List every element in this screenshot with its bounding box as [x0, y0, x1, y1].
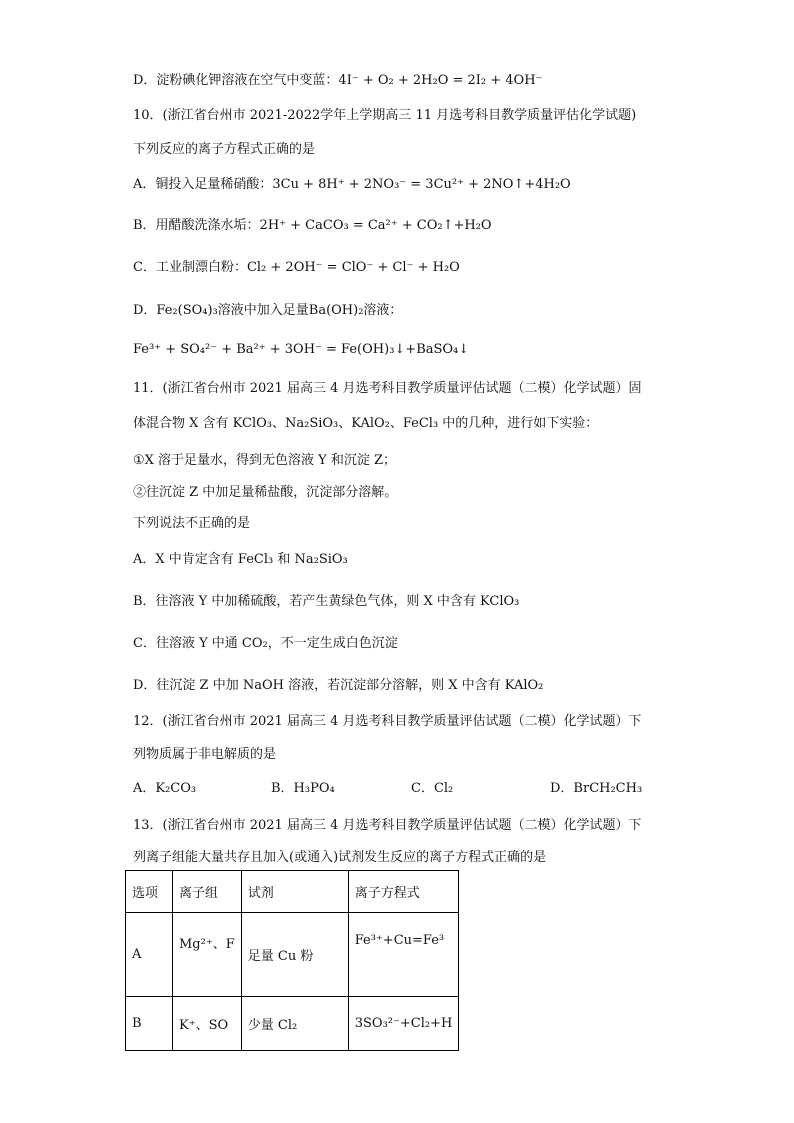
table-header-equation: 离子方程式	[348, 871, 459, 913]
question-12-option-a: A．K₂CO₃	[133, 781, 197, 796]
question-11-step-2: ②往沉淀 Z 中加足量稀盐酸，沉淀部分溶解。	[133, 485, 398, 500]
question-11-option-d: D．往沉淀 Z 中加 NaOH 溶液，若沉淀部分溶解，则 X 中含有 KAlO₂	[133, 678, 544, 693]
table-header-option: 选项	[126, 871, 173, 913]
question-13-table	[125, 870, 459, 1051]
question-12-option-d: D．BrCH₂CH₃	[550, 781, 643, 796]
question-10-option-a: A．铜投入足量稀硝酸：3Cu + 8H⁺ + 2NO₃⁻ = 3Cu²⁺ + 2NO↑+4H₂O	[133, 177, 571, 192]
table-row	[126, 997, 459, 1051]
question-11-stem: 体混合物 X 含有 KClO₃、Na₂SiO₃、KAlO₂、FeCl₃ 中的几种，进行如下实验：	[133, 416, 599, 431]
table-cell-option: A	[126, 913, 173, 997]
table-cell-option: B	[126, 997, 173, 1051]
question-12-option-b: B．H₃PO₄	[271, 781, 335, 796]
question-13-stem: 列离子组能大量共存且加入(或通入)试剂发生反应的离子方程式正确的是	[133, 850, 547, 865]
table-header-ion-group: 离子组	[173, 871, 242, 913]
question-11-heading: 11．(浙江省台州市 2021 届高三 4 月选考科目教学质量评估试题（二模）化学试题）固	[133, 381, 642, 396]
question-11-option-c: C．往溶液 Y 中通 CO₂，不一定生成白色沉淀	[133, 636, 398, 651]
line-1: D．淀粉碘化钾溶液在空气中变蓝：4I⁻ + O₂ + 2H₂O = 2I₂ + 4OH⁻	[133, 73, 543, 88]
question-11-step-1: ①X 溶于足量水，得到无色溶液 Y 和沉淀 Z；	[133, 453, 397, 468]
question-10-option-d-equation: Fe³⁺ + SO₄²⁻ + Ba²⁺ + 3OH⁻ = Fe(OH)₃↓+BaSO₄↓	[133, 342, 470, 357]
table-row	[126, 913, 459, 997]
question-11-option-b: B．往溶液 Y 中加稀硫酸，若产生黄绿色气体，则 X 中含有 KClO₃	[133, 594, 520, 609]
question-12-option-c: C．Cl₂	[411, 781, 454, 796]
table-header-reagent: 试剂	[241, 871, 348, 913]
table-cell-reagent: 少量 Cl₂	[241, 997, 348, 1051]
question-12-heading: 12．(浙江省台州市 2021 届高三 4 月选考科目教学质量评估试题（二模）化学试题）下	[133, 714, 642, 729]
table-cell-reagent: 足量 Cu 粉	[241, 913, 348, 997]
question-13-heading: 13．(浙江省台州市 2021 届高三 4 月选考科目教学质量评估试题（二模）化学试题）下	[133, 818, 642, 833]
question-10-option-d: D．Fe₂(SO₄)₃溶液中加入足量Ba(OH)₂溶液：	[133, 303, 403, 318]
question-11-option-a: A．X 中肯定含有 FeCl₃ 和 Na₂SiO₃	[133, 552, 348, 567]
question-10-option-c: C．工业制漂白粉：Cl₂ + 2OH⁻ = ClO⁻ + Cl⁻ + H₂O	[133, 260, 460, 275]
table-header-row	[126, 871, 459, 913]
table-cell-equation: 3SO₃²⁻+Cl₂+H	[348, 997, 459, 1051]
table-cell-ion-group: Mg²⁺、F	[173, 913, 242, 997]
question-10-option-b: B．用醋酸洗涤水垢：2H⁺ + CaCO₃ = Ca²⁺ + CO₂↑+H₂O	[133, 218, 492, 233]
question-10-stem: 下列反应的离子方程式正确的是	[133, 142, 316, 157]
table-cell-ion-group: K⁺、SO	[173, 997, 242, 1051]
question-11-prompt: 下列说法不正确的是	[133, 516, 251, 531]
question-10-heading: 10．(浙江省台州市 2021-2022学年上学期高三 11 月选考科目教学质量评估化学试题)	[133, 108, 637, 123]
question-12-stem: 列物质属于非电解质的是	[133, 747, 277, 762]
table-cell-equation: Fe³⁺+Cu=Fe³	[348, 913, 459, 997]
